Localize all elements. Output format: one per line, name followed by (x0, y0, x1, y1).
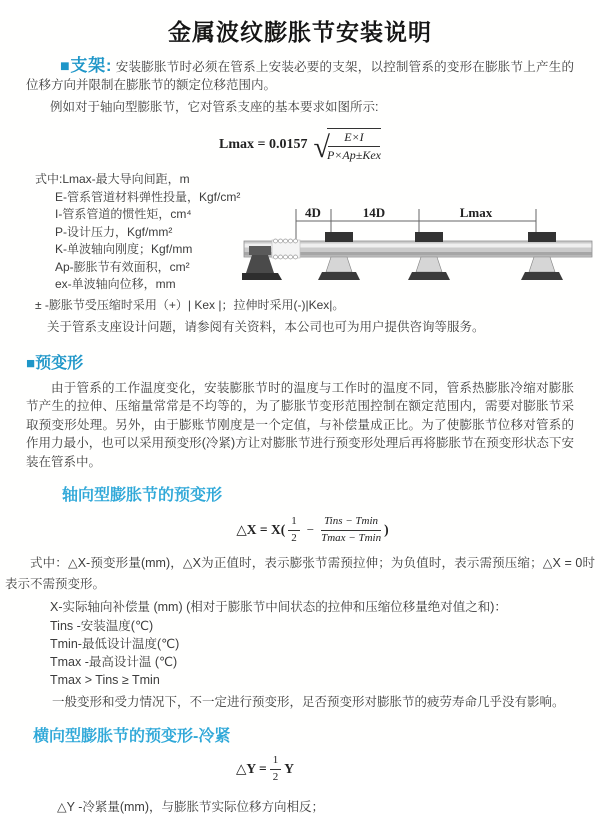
one-half-fraction (270, 754, 282, 783)
predeform-paragraph: 由于管系的工作温度变化，安装膨胀节时的温度与工作时的温度不同，管系热膨胀冷缩对膨胀节产生的拉伸、压缩量常常是不均等的，为了膨胀节变形范围控制在额定范围内，需要对膨胀节采取预变形处理。另外，由于膨账节刚度是一个定值，与补偿量成正比。为了使膨胀节位移对管系的作用力最小，也可以采用预变形(冷紧)方让对膨胀节进行预变形处理后再将膨胀节在预变形状态下安装在管系中。 (26, 380, 574, 469)
page-title: 金属波纹膨胀节安装说明 (168, 19, 432, 45)
definition-line: Ap-膨胀节有效面积，cm² (55, 259, 190, 274)
dim-label-14d: 14D (362, 205, 386, 220)
predeform-heading-label: 预变形 (35, 354, 84, 372)
document-page (0, 14, 600, 814)
fraction-denominator: 2 (291, 531, 297, 544)
lateral-subsection-heading: 横向型膨胀节的预变形-冷紧 (33, 728, 231, 745)
temperature-fraction (321, 515, 381, 544)
fraction-numerator: 1 (270, 754, 282, 769)
closing-paren: ) (384, 522, 389, 537)
formula-lhs: Lmax = 0.0157 (219, 137, 308, 152)
temp-definition-line: Tmax -最高设计温 (℃) (50, 655, 178, 669)
consult-note: 关于管系支座设计问题，请参阅有关资料，本公司也可为用户提供咨询等服务。 (47, 319, 485, 334)
definitions-and-diagram (26, 171, 574, 294)
support-example-line: 例如对于轴向型膨胀节，它对管系支座的基本要求如图所示: (50, 100, 379, 114)
fraction-denominator: Tmax − Tmin (321, 531, 382, 544)
blue-square-icon: ■ (60, 58, 71, 75)
one-half-fraction (288, 515, 300, 544)
general-note-line: 一般变形和受力情况下，不一定进行预变形，足否预变形对膨胀节的疲劳寿命几乎没有影响。 (52, 695, 565, 709)
lmax-formula (26, 128, 574, 162)
radicand-fraction (327, 128, 381, 162)
dim-label-4d: 4D (305, 205, 321, 220)
bellows (272, 239, 300, 259)
formula-rhs: Y (284, 761, 294, 776)
pipe-support-diagram (242, 201, 594, 301)
x-definition-line: X-实际轴向补偿量 (mm) (相对于膨胀节中间状态的拉伸和压缩位移量绝对值之和)： (50, 600, 507, 614)
fraction-numerator: Tins − Tmin (321, 515, 381, 530)
kex-sign-note: ± -膨胀节受压缩时采用（+）| Kex |；拉伸时采用(-)|Kex|。 (35, 297, 345, 312)
fraction-numerator: 1 (288, 515, 300, 530)
formula-lhs: △X = X( (236, 522, 286, 537)
delta-y-note: △Y -冷紧量(mm)，与膨胀节实际位移方向相反； (57, 800, 325, 814)
temp-definition-line: Tins -安装温度(℃) (50, 619, 154, 633)
axial-predeform-formula (51, 514, 574, 546)
support-intro-paragraph (26, 57, 574, 94)
fraction-denominator: P×Ap±Kex (326, 147, 381, 162)
blue-square-icon: ■ (26, 354, 36, 372)
temp-definition-line: Tmin-最低设计温度(℃) (50, 637, 180, 651)
dim-label-lmax: Lmax (459, 205, 493, 220)
support-intro-text: 安装膨胀节时必须在管系上安装必要的支架，以控制管系的变形在膨胀节上产生的位移方向并限制在膨胀节的额定位移范围内。 (26, 60, 574, 92)
definition-line: I-管系管道的惯性矩，cm⁴ (55, 207, 192, 221)
temp-inequality-line: Tmax > Tins ≥ Tmin (50, 673, 160, 687)
definition-line: 式中:Lmax-最大导向间距，m (35, 172, 190, 186)
fraction-numerator: E×I (328, 129, 379, 146)
support-section-heading (60, 56, 112, 75)
minus-operator: − (306, 522, 315, 537)
definition-line: K-单波轴向刚度；Kgf/mm (55, 242, 193, 256)
axial-formula-explanation: 式中：△X-预变形量(mm)，△X为正值时，表示膨张节需预拉伸；为负值时，表示需预压缩；△X = 0时表示不需预变形。 (5, 556, 595, 591)
lateral-coldpull-formula (26, 754, 504, 784)
predeform-section-heading (26, 350, 574, 373)
radical-sign: √ (313, 131, 330, 164)
fraction-denominator: 2 (272, 770, 279, 783)
formula-lhs: △Y = (236, 761, 267, 776)
axial-subsection-heading: 轴向型膨胀节的预变形 (62, 487, 223, 504)
page-content (0, 57, 600, 815)
definition-line: P-设计压力，Kgf/mm² (55, 224, 173, 239)
definition-line: E-管系管道材料弹性投量，Kgf/cm² (55, 189, 241, 204)
support-heading-label: 支架: (70, 56, 113, 75)
definition-line: ex-单波轴向位移，mm (55, 277, 176, 291)
